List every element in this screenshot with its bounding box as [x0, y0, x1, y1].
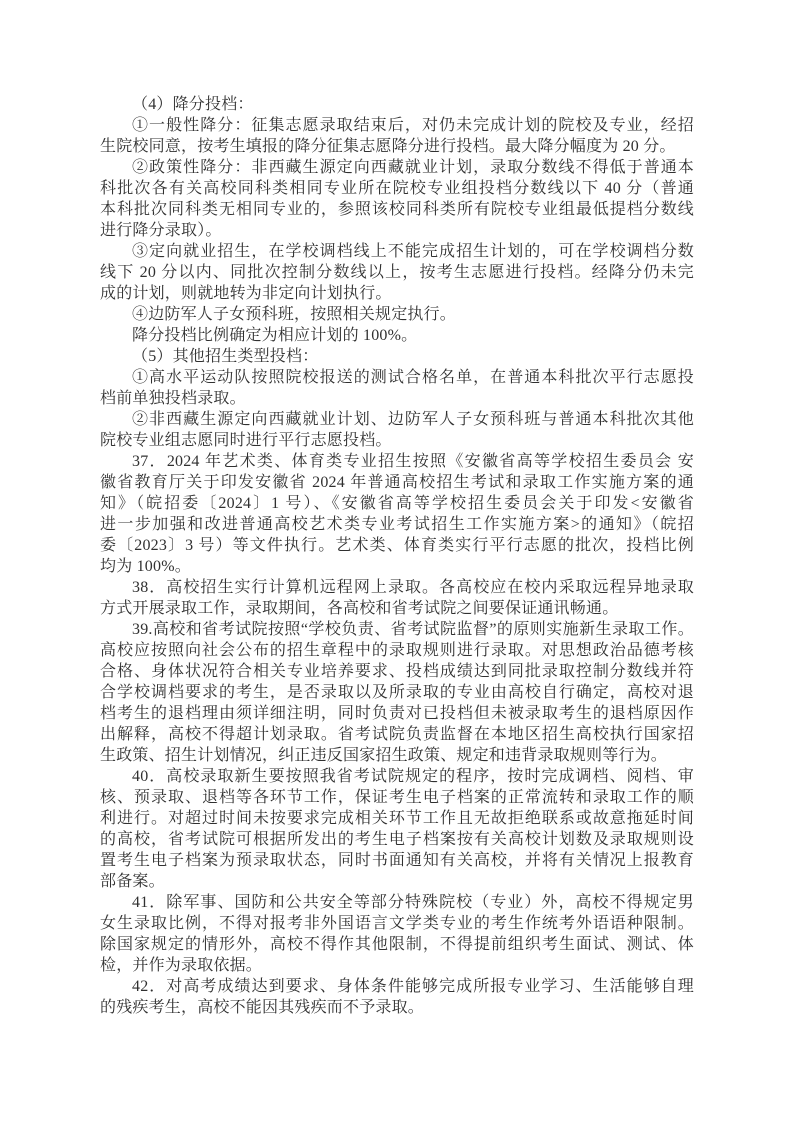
text-line: 合格、身体状况符合相关专业培养要求、投档成绩达到同批录取控制分数线并符	[100, 663, 694, 680]
text-line: 本科批次同科类无相同专业的，参照该校同科类所有院校专业组最低提档分数线	[100, 201, 694, 218]
text-line: 高校应按照向社会公布的招生章程中的录取规则进行录取。对思想政治品德考核	[100, 642, 694, 659]
text-line: 徽省教育厅关于印发安徽省 2024 年普通高校招生考试和录取工作实施方案的通	[100, 474, 694, 491]
text-line: （4）降分投档：	[132, 96, 254, 113]
text-line: 院校专业组志愿同时进行平行志愿投档。	[100, 432, 392, 449]
text-line: 出解释，高校不得超计划录取。省考试院负责监督在本地区招生高校执行国家招	[100, 726, 694, 743]
text-line: ③定向就业招生，在学校调档线上不能完成招生计划的，可在学校调档分数	[132, 243, 694, 260]
text-line: 置考生电子档案为预录取状态，同时书面通知有关高校，并将有关情况上报教育	[100, 852, 694, 869]
text-line: 利进行。对超过时间未按要求完成相关环节工作且无故拒绝联系或故意拖延时间	[100, 810, 694, 827]
text-line: 42．对高考成绩达到要求、身体条件能够完成所报专业学习、生活能够自理	[132, 978, 694, 995]
text-line: 线下 20 分以内、同批次控制分数线以上，按考生志愿进行投档。经降分仍未完	[100, 264, 694, 281]
text-line: 生政策、招生计划情况，纠正违反国家招生政策、规定和违背录取规则等行为。	[100, 747, 668, 764]
text-line: 进一步加强和改进普通高校艺术类专业考试招生工作实施方案>的通知》（皖招	[100, 516, 694, 533]
text-line: 科批次各有关高校同科类相同专业所在院校专业组投档分数线以下 40 分（普通	[100, 180, 694, 197]
document-text-block	[100, 94, 694, 1018]
text-line: 档前单独投档录取。	[100, 390, 246, 407]
text-line: 均为 100%。	[100, 558, 191, 575]
text-line: 降分投档比例确定为相应计划的 100%。	[132, 327, 418, 344]
text-line: 成的计划，则就地转为非定向计划执行。	[100, 285, 392, 302]
text-line: 除国家规定的情形外，高校不得作其他限制，不得提前组织考生面试、测试、体	[100, 936, 694, 953]
text-line: 进行降分录取）。	[100, 222, 222, 239]
text-line: 38．高校招生实行计算机远程网上录取。各高校应在校内采取远程异地录取	[132, 579, 694, 596]
text-line: ②非西藏生源定向西藏就业计划、边防军人子女预科班与普通本科批次其他	[132, 411, 694, 428]
text-line: 39.高校和省考试院按照“学校负责、省考试院监督”的原则实施新生录取工作。	[132, 621, 694, 638]
text-line: 生院校同意，按考生填报的降分征集志愿降分进行投档。最大降分幅度为 20 分。	[100, 138, 676, 155]
text-line: 合学校调档要求的考生，是否录取以及所录取的专业由高校自行确定，高校对退	[100, 684, 694, 701]
text-line: （5）其他招生类型投档：	[132, 348, 319, 365]
text-line: 知》（皖招委〔2024〕1 号）、《安徽省高等学校招生委员会关于印发<安徽省	[100, 495, 694, 512]
text-line: 37．2024 年艺术类、体育类专业招生按照《安徽省高等学校招生委员会 安	[132, 453, 694, 470]
text-line: 方式开展录取工作，录取期间，各高校和省考试院之间要保证通讯畅通。	[100, 600, 619, 617]
text-line: 部备案。	[100, 873, 165, 890]
text-line: 40．高校录取新生要按照我省考试院规定的程序，按时完成调档、阅档、审	[132, 768, 694, 785]
text-line: 检，并作为录取依据。	[100, 957, 263, 974]
text-line: ④边防军人子女预科班，按照相关规定执行。	[132, 306, 457, 323]
text-line: ①高水平运动队按照院校报送的测试合格名单，在普通本科批次平行志愿投	[132, 369, 694, 386]
text-line: ②政策性降分：非西藏生源定向西藏就业计划，录取分数线不得低于普通本	[132, 159, 694, 176]
text-line: ①一般性降分：征集志愿录取结束后，对仍未完成计划的院校及专业，经招	[132, 117, 694, 134]
text-line: 女生录取比例，不得对报考非外国语言文学类专业的考生作统考外语语种限制。	[100, 915, 694, 932]
text-line: 的残疾考生，高校不能因其残疾而不予录取。	[100, 999, 425, 1016]
text-line: 的高校，省考试院可根据所发出的考生电子档案按有关高校计划数及录取规则设	[100, 831, 694, 848]
text-line: 档考生的退档理由须详细注明，同时负责对已投档但未被录取考生的退档原因作	[100, 705, 694, 722]
text-line: 委〔2023〕3 号）等文件执行。艺术类、体育类实行平行志愿的批次，投档比例	[100, 537, 694, 554]
text-line: 核、预录取、退档等各环节工作，保证考生电子档案的正常流转和录取工作的顺	[100, 789, 694, 806]
text-line: 41．除军事、国防和公共安全等部分特殊院校（专业）外，高校不得规定男	[132, 894, 694, 911]
